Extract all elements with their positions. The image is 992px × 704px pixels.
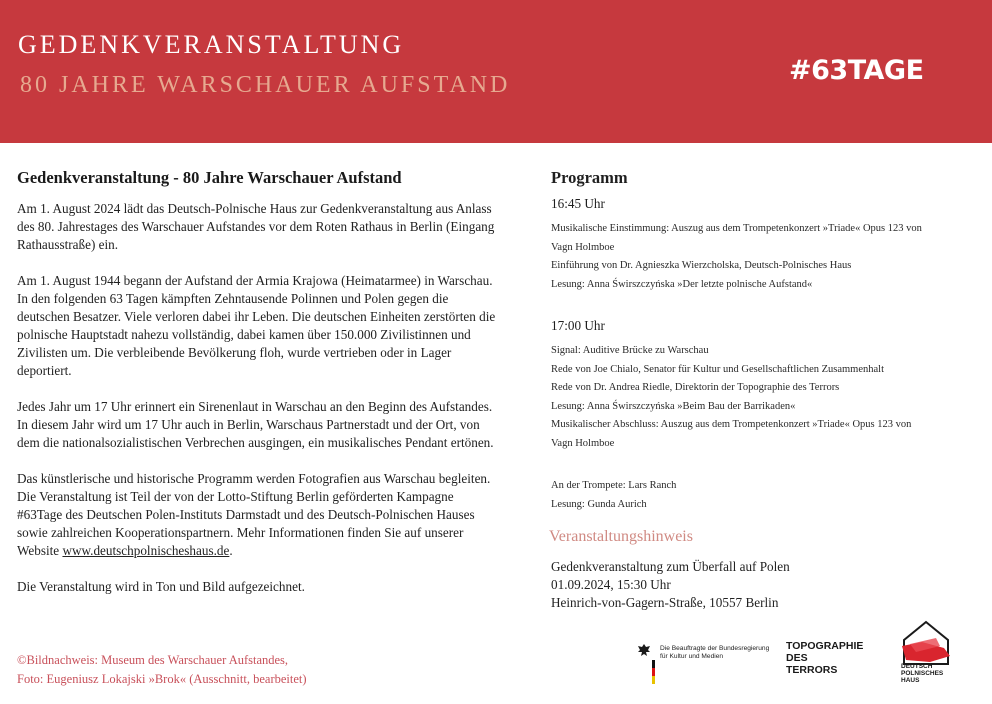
program-item: Musikalischer Abschluss: Auszug aus dem Trompetenkonzert »Triade« Opus 123 von [551,419,912,430]
program-time-2: 17:00 Uhr [551,318,605,333]
hashtag-logo: #63TAGE [789,55,924,86]
bkm-logo-text [660,645,770,661]
event-notice-address: Heinrich-von-Gagern-Straße, 10557 Berlin [551,595,779,610]
topo-line-1: TOPOGRAPHIE [786,640,864,652]
paragraph-history: Am 1. August 1944 begann der Aufstand der Armia Krajowa (Heimatarmee) in Warschau. In den folgenden 63 Tagen kämpften Zehntausende Polinnen und Polen gegen die deutschen Besatzer. Viele verloren dabei ihr Leben. Die deutschen Einheiten zerstörten die polnische Hauptstadt nahezu vollständig, dabei kamen über 150.000 Zivilistinnen und Zivilisten um. Die verbleibende Bevölkerung floh, wurde vertrieben oder in Lager deportiert. [17,273,496,378]
paragraph-program-text: Das künstlerische und historische Programm werden Fotografien aus Warschau begleiten. Die Veranstaltung ist Teil der von der Lotto-Stiftung Berlin geförderten Kampagne #63Tage des Deutschen Polen-Instituts Darmstadt und des Deutsch-Polnischen Hauses sowie zahlreichen Kooperationspartnern. Mehr Informationen finden Sie auf unserer Website [17,471,491,558]
event-notice-title: Gedenkveranstaltung zum Überfall auf Polen [551,559,790,574]
program-item: Einführung von Dr. Agnieszka Wierzcholska, Deutsch-Polnisches Haus [551,260,852,271]
website-link[interactable]: www.deutschpolnischeshaus.de [62,543,230,558]
header-banner [0,0,992,143]
paragraph-siren: Jedes Jahr um 17 Uhr erinnert ein Sirenenlaut in Warschau an den Beginn des Aufstandes. In diesem Jahr wird um 17 Uhr auch in Berlin, Warschaus Partnerstadt und der Ort, von dem die nationalsozialistischen Verbrechen ausgingen, ein musikalisches Pendant ertönen. [17,399,494,450]
credit-line-2: Foto: Eugeniusz Lokajski »Brok« (Ausschnitt, bearbeitet) [17,672,307,686]
credit-line-1: ©Bildnachweis: Museum des Warschauer Aufstandes, [17,653,289,667]
program-item: Rede von Joe Chialo, Senator für Kultur und Gesellschaftlichen Zusammenhalt [551,363,885,375]
description-column [17,168,499,614]
banner-subtitle: 80 JAHRE WARSCHAUER AUFSTAND [20,72,511,98]
paragraph-program-info [17,470,499,560]
topo-line-3: TERRORS [786,664,838,676]
program-time-1: 16:45 Uhr [551,196,605,211]
image-credits [17,651,307,689]
paragraph-end-punct: . [229,543,233,558]
event-notice [551,558,790,612]
program-item: Rede von Dr. Andrea Riedle, Direktorin der Topographie des Terrors [551,382,840,393]
program-item: Lesung: Anna Świrszczyńska »Der letzte polnische Aufstand« [551,278,813,290]
dph-line-3: HAUS [901,677,920,684]
dph-logo-text [901,663,943,684]
federal-eagle-icon [637,643,651,661]
program-block-1 [551,220,991,294]
dph-line-2: POLNISCHES [901,670,944,677]
program-block-3 [551,477,991,514]
event-notice-heading: Veranstaltungshinweis [549,528,693,545]
paragraph-invitation: Am 1. August 2024 lädt das Deutsch-Polnische Haus zur Gedenkveranstaltung aus Anlass des 80. Jahrestages des Warschauer Aufstandes vor dem Roten Rathaus in Berlin (Eingang Rathausstraße) ein. [17,201,495,252]
description-heading: Gedenkveranstaltung - 80 Jahre Warschauer Aufstand [17,168,402,187]
program-item: An der Trompete: Lars Ranch [551,480,677,491]
program-column [551,168,991,524]
program-heading: Programm [551,168,628,187]
program-item: Lesung: Anna Świrszczyńska »Beim Bau der Barrikaden« [551,400,796,412]
dph-line-1: DEUTSCH [901,663,933,670]
paragraph-recording-note: Die Veranstaltung wird in Ton und Bild aufgezeichnet. [17,579,305,594]
bkm-line-1: Die Beauftragte der Bundesregierung [660,645,770,652]
program-item: Vagn Holmboe [551,241,615,253]
banner-title: GEDENKVERANSTALTUNG [18,30,405,59]
bkm-line-2: für Kultur und Medien [660,653,724,660]
event-notice-date: 01.09.2024, 15:30 Uhr [551,577,671,592]
german-flag-icon [652,660,655,684]
program-item: Lesung: Gunda Aurich [551,498,647,510]
program-item: Vagn Holmboe [551,437,615,449]
program-block-2 [551,342,991,453]
topographie-logo [786,640,863,676]
topo-line-2: DES [786,652,808,664]
program-item: Musikalische Einstimmung: Auszug aus dem Trompetenkonzert »Triade« Opus 123 von [551,223,922,234]
program-item: Signal: Auditive Brücke zu Warschau [551,345,709,356]
